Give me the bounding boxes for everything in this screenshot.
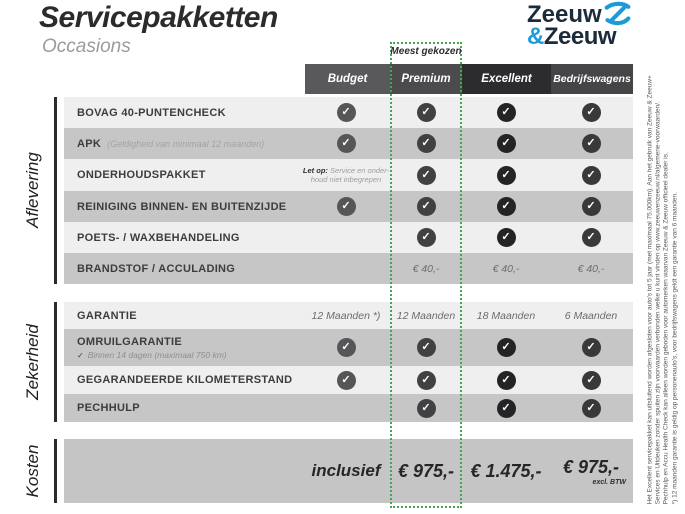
row-sublabel: Binnen 14 dagen (maximaal 750 km) xyxy=(87,349,227,360)
column-header-excellent: Excellent xyxy=(462,64,551,94)
cell-value: 12 Maanden *) xyxy=(311,309,381,322)
check-icon: ✓ xyxy=(497,399,516,418)
row-label: ONDERHOUDSPAKKET xyxy=(77,169,206,181)
check-icon: ✓ xyxy=(497,103,516,122)
footnote-line: Pechhulp en Accu Health Check kan alleen worden geboden voor automerken waarvan Zeeuw & Zeeuw officieel dealer is. xyxy=(663,152,670,505)
row-label: REINIGING BINNEN- EN BUITENZIJDE xyxy=(77,200,287,213)
footnote-line: Services en Uitdeuken zonder spuiten zijn voorwaarden verbonden welke u kunt vinden op www.zeeuwenzeeuw.nl/algemene-voorwaarden/. xyxy=(654,101,662,505)
row-sublabel: (Geldigheid van minimaal 12 maanden) xyxy=(107,138,265,149)
check-icon: ✓ xyxy=(582,197,601,216)
section-label-kosten: Kosten xyxy=(23,444,42,498)
table-row-poets-wax xyxy=(64,222,633,253)
table-row-kosten xyxy=(64,439,633,503)
check-icon: ✓ xyxy=(497,134,516,153)
table-row-garantie xyxy=(64,302,633,329)
logo-line-2 xyxy=(527,23,631,50)
table-row-apk xyxy=(64,128,633,159)
meest-gekozen-label: Meest gekozen xyxy=(390,46,462,57)
check-icon: ✓ xyxy=(497,228,516,247)
cell-value: € 40,- xyxy=(577,262,605,275)
row-label: BOVAG 40-PUNTENCHECK xyxy=(77,106,226,119)
check-icon: ✓ xyxy=(582,134,601,153)
section-bar-aflevering xyxy=(54,97,57,284)
check-icon: ✓ xyxy=(582,338,601,357)
check-icon: ✓ xyxy=(417,134,436,153)
row-label: OMRUILGARANTIE xyxy=(77,335,183,348)
note-text-line1: Service en onder- xyxy=(330,166,390,175)
price-note-excl-btw: excl. BTW xyxy=(592,478,626,486)
table-row-onderhoudspakket xyxy=(64,159,633,191)
section-bar-kosten xyxy=(54,439,57,503)
logo-ampersand: & xyxy=(527,23,544,50)
check-icon: ✓ xyxy=(337,197,356,216)
row-label: POETS- / WAXBEHANDELING xyxy=(77,231,240,244)
check-icon: ✓ xyxy=(417,338,436,357)
cell-value: 12 Maanden xyxy=(396,309,456,322)
check-icon: ✓ xyxy=(417,371,436,390)
column-header-budget: Budget xyxy=(305,64,390,94)
row-label: APK xyxy=(77,137,102,150)
footnote-line: *) 12 maanden garantie is geldig op personenauto's, voor bedrijfswagens geldt een garantie van 6 maanden. xyxy=(671,192,679,505)
row-label: GEGARANDEERDE KILOMETERSTAND xyxy=(77,374,293,386)
check-icon: ✓ xyxy=(417,197,436,216)
check-icon: ✓ xyxy=(497,166,516,185)
cell-value: 18 Maanden xyxy=(476,309,536,322)
table-row-kilometerstand xyxy=(64,366,633,394)
check-icon: ✓ xyxy=(337,134,356,153)
check-icon: ✓ xyxy=(497,197,516,216)
cell-value: 6 Maanden xyxy=(564,309,618,322)
cell-value: € 40,- xyxy=(492,262,520,275)
price-premium: € 975,- xyxy=(397,460,455,481)
row-label: PECHHULP xyxy=(77,402,140,414)
row-label: BRANDSTOF / ACCULADING xyxy=(77,262,236,275)
section-label-aflevering: Aflevering xyxy=(23,152,42,228)
check-icon: ✓ xyxy=(337,371,356,390)
check-icon: ✓ xyxy=(417,103,436,122)
included-label: inclusief xyxy=(311,461,381,480)
footnote-line: Het Excellent servicepakket kan uitsluitend worden afgesloten voor auto's tot 5 jaar (met maximaal 75.000km). Aan het gebruik van Zeeuw & Zeeuw+ xyxy=(646,75,654,505)
check-icon: ✓ xyxy=(497,371,516,390)
legal-footnote xyxy=(647,4,680,504)
page-title: Servicepakketten xyxy=(39,1,278,34)
check-icon: ✓ xyxy=(417,228,436,247)
column-header-premium: Premium xyxy=(390,64,462,94)
check-icon: ✓ xyxy=(497,338,516,357)
note-bold: Let op: xyxy=(302,166,328,175)
check-icon: ✓ xyxy=(582,166,601,185)
cell-value: € 40,- xyxy=(412,262,440,275)
logo-word-bottom: Zeeuw xyxy=(543,23,617,50)
logo-word-top: Zeeuw xyxy=(527,1,602,28)
table-row-reiniging xyxy=(64,191,633,222)
page-subtitle: Occasions xyxy=(42,36,131,57)
note-text-line2: houd niet inbegrepen xyxy=(310,175,382,184)
section-bar-zekerheid xyxy=(54,302,57,422)
check-icon: ✓ xyxy=(582,371,601,390)
check-icon: ✓ xyxy=(582,103,601,122)
small-check-icon: ✓ xyxy=(77,350,84,360)
check-icon: ✓ xyxy=(337,103,356,122)
check-icon: ✓ xyxy=(417,166,436,185)
row-label: GARANTIE xyxy=(77,309,137,322)
zeeuw-zeeuw-logo xyxy=(527,1,631,50)
price-bedrijfswagens: € 975,- xyxy=(562,456,620,477)
table-row-omruilgarantie xyxy=(64,329,633,366)
budget-note xyxy=(302,159,390,191)
column-header-bedrijfswagens: Bedrijfswagens xyxy=(551,64,633,94)
check-icon: ✓ xyxy=(582,228,601,247)
table-row-bovag xyxy=(64,97,633,128)
check-icon: ✓ xyxy=(582,399,601,418)
check-icon: ✓ xyxy=(337,338,356,357)
check-icon: ✓ xyxy=(417,399,436,418)
table-row-brandstof xyxy=(64,253,633,284)
price-excellent: € 1.475,- xyxy=(470,460,542,481)
table-row-pechhulp xyxy=(64,394,633,422)
section-label-zekerheid: Zekerheid xyxy=(23,324,42,400)
